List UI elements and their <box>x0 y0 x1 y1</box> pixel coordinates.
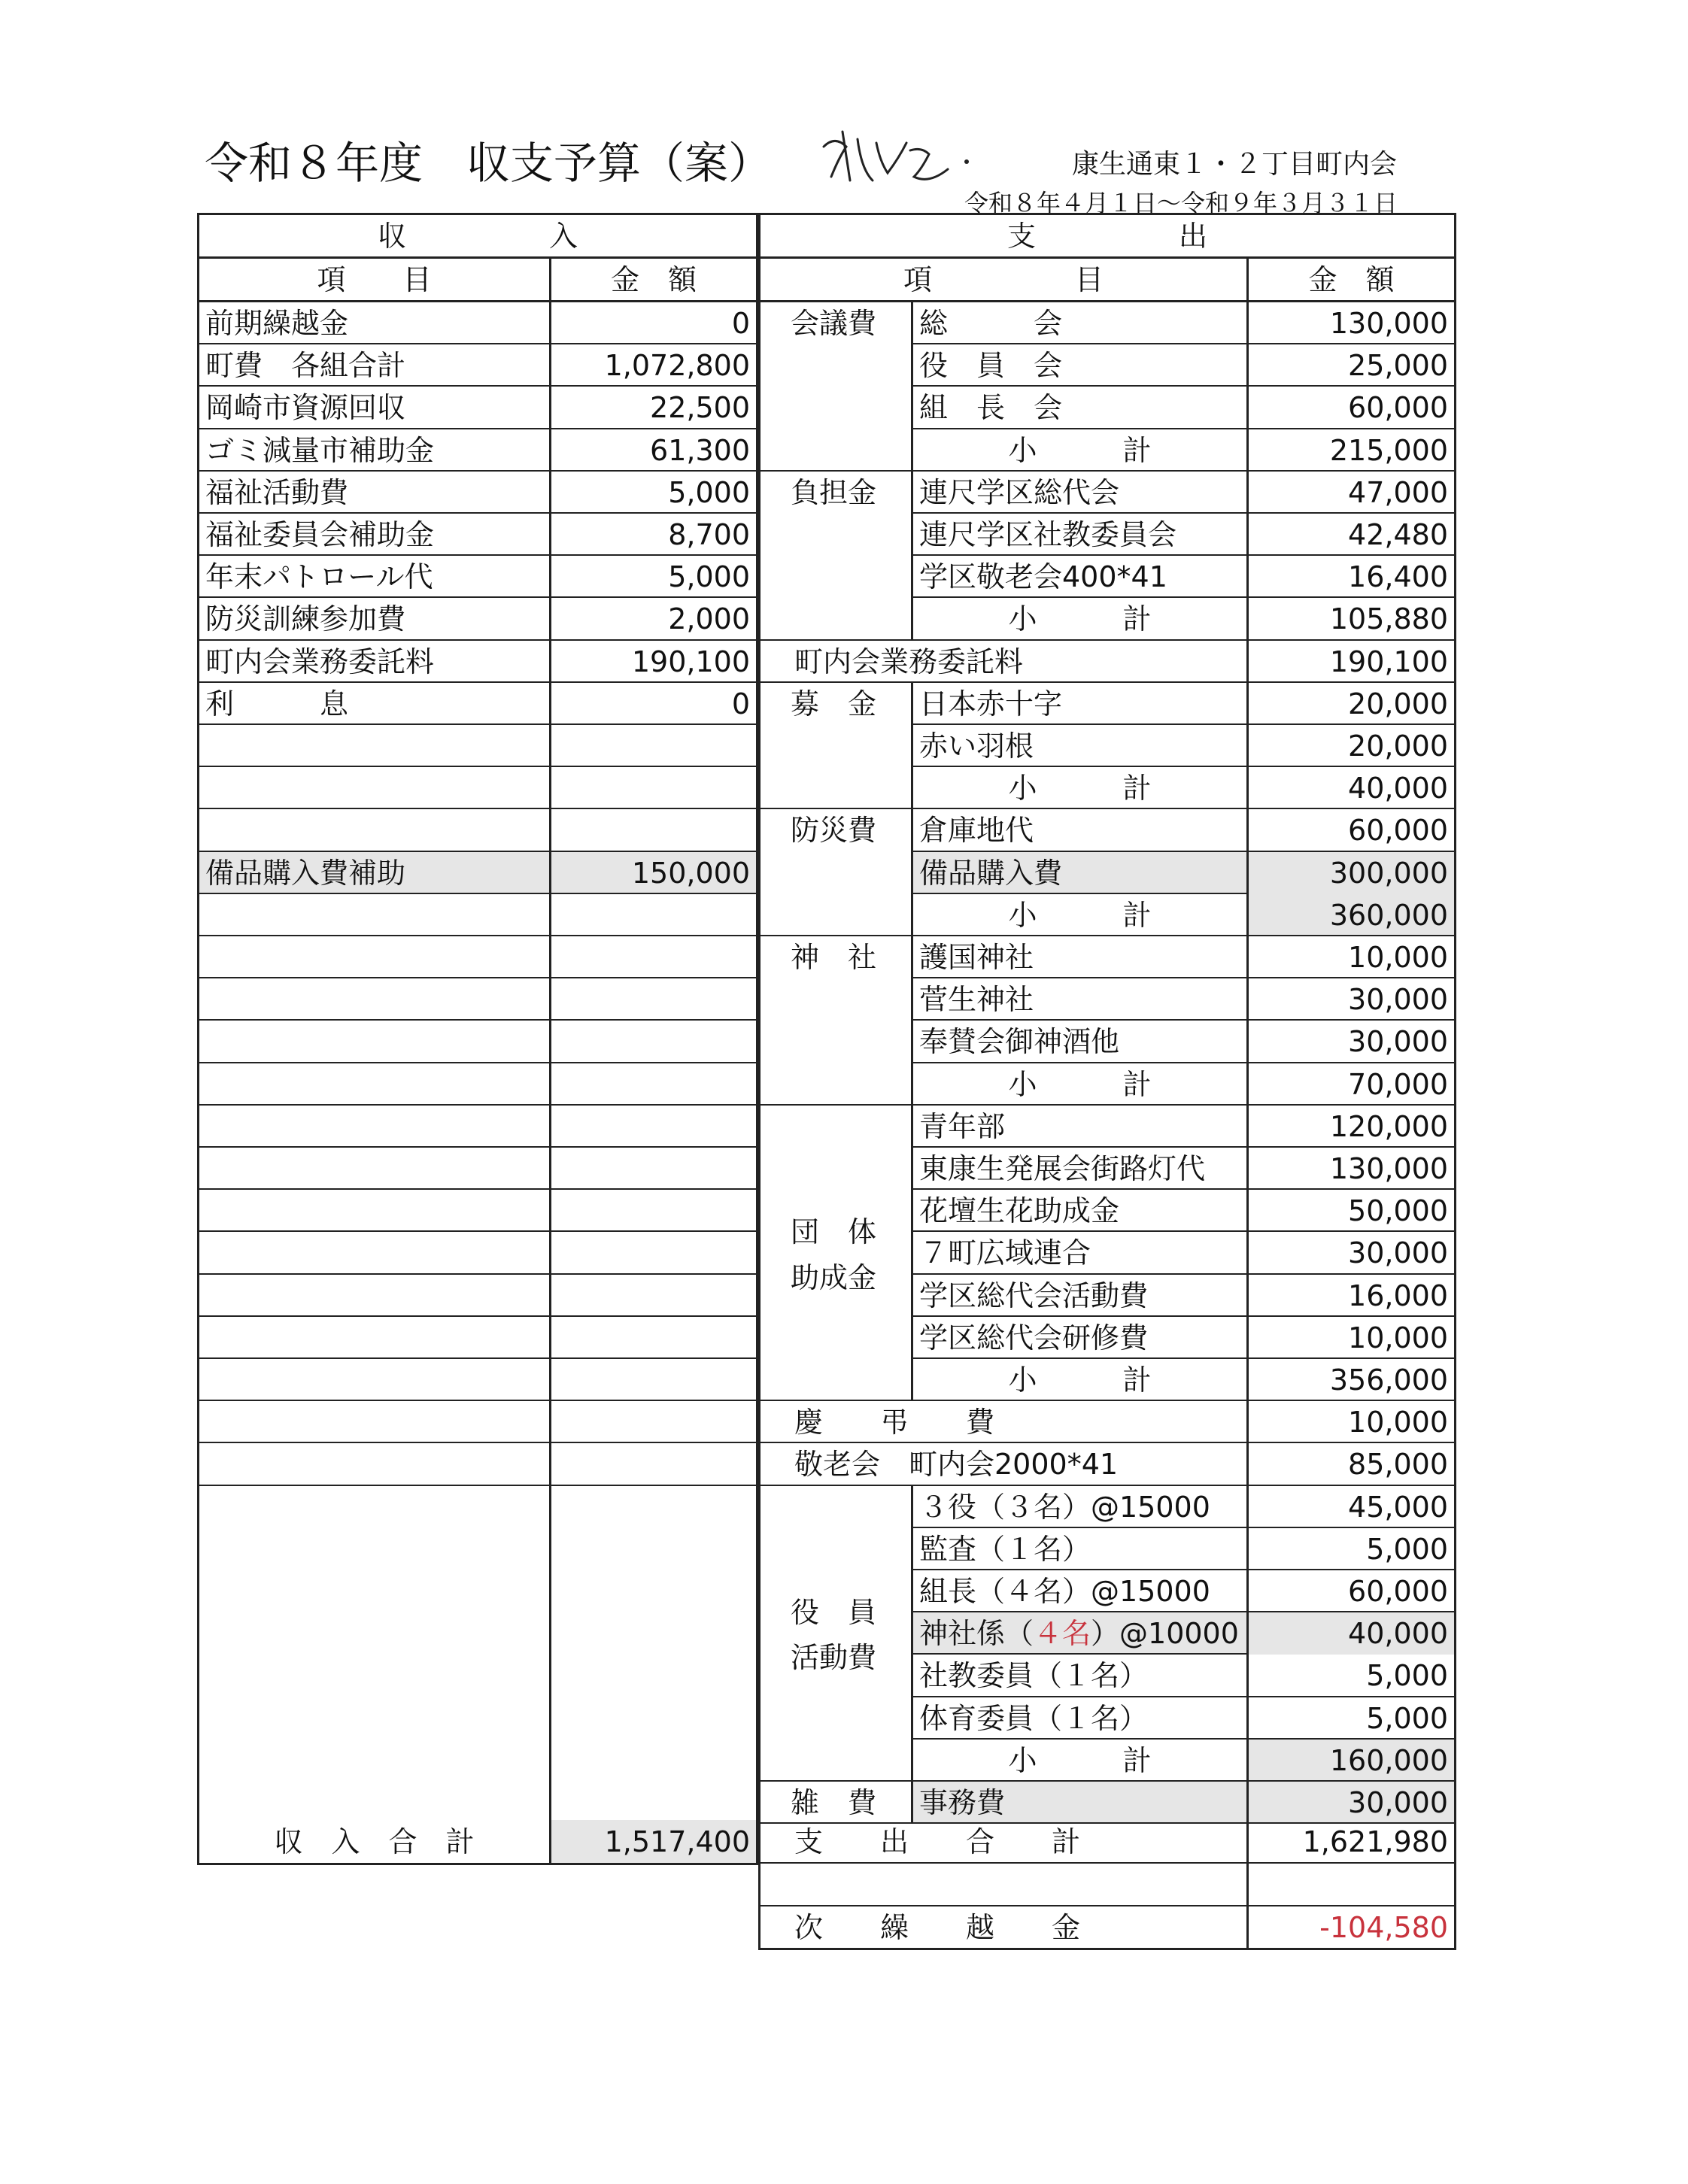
expense-total-label: 支 出 合 計 <box>794 1825 1081 1858</box>
carryover-label: 次 繰 越 金 <box>794 1910 1081 1944</box>
expense-amount: 190,100 <box>1329 645 1448 678</box>
expense-category-label: 助成金 <box>791 1260 877 1294</box>
expense-table <box>758 213 1456 1950</box>
income-amount: 1,072,800 <box>604 349 750 383</box>
income-total-label: 収 入 合 計 <box>274 1825 475 1858</box>
income-item <box>199 809 549 851</box>
category-divider <box>911 1106 913 1401</box>
expense-amount: 5,000 <box>1366 1701 1448 1735</box>
income-amount: 190,100 <box>631 645 750 678</box>
expense-subitem: 奉賛会御神酒他 <box>919 1025 1120 1059</box>
expense-amount: 45,000 <box>1348 1490 1448 1524</box>
expense-total-amount: 1,621,980 <box>1302 1825 1448 1858</box>
page-title: 令和８年度 収支予算（案） <box>205 138 773 189</box>
income-item <box>199 1190 549 1232</box>
expense-subitem: 赤い羽根 <box>919 730 1034 763</box>
income-item <box>199 936 549 978</box>
expense-subtotal-label: 小 計 <box>1008 1067 1152 1101</box>
expense-category-label: 神 社 <box>791 941 877 975</box>
expense-amount: 50,000 <box>1348 1194 1448 1228</box>
income-item <box>199 1401 549 1443</box>
income-amount <box>551 767 756 809</box>
expense-amount: 10,000 <box>1348 1406 1448 1439</box>
income-amount: 61,300 <box>650 433 750 467</box>
expense-subitem: 菅生神社 <box>919 983 1034 1017</box>
expense-category-label: 役 員 <box>791 1596 877 1630</box>
income-item: 福祉委員会補助金 <box>205 518 435 552</box>
expense-subitem: 体育委員（１名） <box>919 1701 1149 1735</box>
expense-item: 敬老会 町内会2000*41 <box>794 1448 1119 1482</box>
expense-subitem: 花壇生花助成金 <box>919 1194 1120 1228</box>
income-item <box>199 1275 549 1317</box>
expense-subitem: 事務費 <box>913 1782 1246 1824</box>
income-item <box>199 725 549 767</box>
expense-amount: 30,000 <box>1348 1236 1448 1270</box>
income-amount: 22,500 <box>650 391 750 425</box>
income-amount: 8,700 <box>668 518 750 552</box>
expense-col-amount: 金 額 <box>1308 262 1395 296</box>
expense-amount: 300,000 <box>1249 852 1454 894</box>
carryover-amount: -104,580 <box>1319 1910 1448 1944</box>
expense-subitem-red-part: ４名 <box>1034 1617 1091 1651</box>
expense-category-label: 団 体 <box>791 1215 877 1249</box>
expense-subtotal-label: 小 計 <box>1008 1743 1152 1777</box>
income-amount <box>551 725 756 767</box>
expense-amount: 160,000 <box>1249 1740 1454 1782</box>
rule-line <box>761 1862 1454 1864</box>
income-amount <box>551 894 756 936</box>
category-divider <box>911 1782 913 1824</box>
expense-amount: 30,000 <box>1348 1025 1448 1059</box>
expense-item: 慶 弔 費 <box>794 1406 995 1439</box>
income-item <box>199 1106 549 1148</box>
income-item: 年末パトロール代 <box>205 560 433 594</box>
expense-amount: 85,000 <box>1348 1448 1448 1482</box>
expense-subtotal-label: 小 計 <box>1008 602 1152 636</box>
expense-amount: 20,000 <box>1348 730 1448 763</box>
rule-line <box>761 1400 1454 1401</box>
expense-amount: 40,000 <box>1249 1612 1454 1655</box>
income-amount <box>551 936 756 978</box>
expense-category-label: 負担金 <box>791 475 877 509</box>
expense-amount: 20,000 <box>1348 687 1448 720</box>
expense-subitem: 組長（４名）@15000 <box>919 1575 1210 1609</box>
expense-amount: 60,000 <box>1348 814 1448 848</box>
category-divider <box>911 683 913 810</box>
income-item <box>199 1317 549 1359</box>
expense-amount: 10,000 <box>1348 941 1448 975</box>
income-amount <box>551 809 756 851</box>
expense-subitem: 倉庫地代 <box>919 814 1034 848</box>
expense-subitem: 連尺学区総代会 <box>919 475 1120 509</box>
expense-amount: 10,000 <box>1348 1321 1448 1354</box>
income-item <box>199 1021 549 1063</box>
expense-subtotal-label: 小 計 <box>1008 898 1152 932</box>
expense-category-label: 会議費 <box>791 307 877 341</box>
expense-col-item: 項 目 <box>903 262 1104 296</box>
expense-subitem: 日本赤十字 <box>919 687 1063 720</box>
expense-subtotal-label: 小 計 <box>1008 433 1152 467</box>
income-table <box>197 213 758 1865</box>
organization-name: 康生通東１・２丁目町内会 <box>1072 149 1398 180</box>
expense-amount: 360,000 <box>1249 894 1454 936</box>
expense-amount: 130,000 <box>1329 1152 1448 1186</box>
rule-line <box>199 1485 756 1486</box>
income-amount <box>551 1106 756 1148</box>
income-amount <box>551 1359 756 1401</box>
expense-subitem: 備品購入費 <box>913 852 1246 894</box>
income-item: ゴミ減量市補助金 <box>205 433 435 467</box>
category-divider <box>911 302 913 472</box>
income-total-amount: 1,517,400 <box>551 1820 756 1863</box>
income-amount <box>551 978 756 1021</box>
expense-amount: 16,400 <box>1348 560 1448 594</box>
income-item: 備品購入費補助 <box>199 852 549 894</box>
expense-subitem: ７町広域連合 <box>919 1236 1091 1270</box>
expense-amount: 105,880 <box>1329 602 1448 636</box>
budget-period: 令和８年４月１日～令和９年３月３１日 <box>964 189 1398 217</box>
expense-amount: 60,000 <box>1348 391 1448 425</box>
income-amount: 5,000 <box>668 560 750 594</box>
income-item <box>199 1148 549 1190</box>
income-amount <box>551 1063 756 1106</box>
expense-subitem <box>913 1612 1246 1655</box>
income-amount: 5,000 <box>668 475 750 509</box>
income-item <box>199 767 549 809</box>
income-item: 前期繰越金 <box>205 307 349 341</box>
income-amount <box>551 1232 756 1274</box>
expense-amount: 130,000 <box>1329 307 1448 341</box>
expense-amount: 16,000 <box>1348 1279 1448 1312</box>
expense-category-label: 防災費 <box>791 814 877 848</box>
expense-amount: 60,000 <box>1348 1575 1448 1609</box>
income-amount: 0 <box>731 307 750 341</box>
expense-subitem: 連尺学区社教委員会 <box>919 518 1177 552</box>
column-divider <box>1246 259 1249 1950</box>
income-amount <box>551 1443 756 1485</box>
expense-subitem: 社教委員（１名） <box>919 1659 1149 1693</box>
expense-subtotal-label: 小 計 <box>1008 772 1152 805</box>
expense-subitem: 学区総代会研修費 <box>919 1321 1149 1354</box>
income-col-item: 項 目 <box>317 262 432 296</box>
expense-amount: 5,000 <box>1366 1532 1448 1566</box>
income-item: 防災訓練参加費 <box>205 602 406 636</box>
income-item: 利 息 <box>205 687 349 720</box>
expense-amount: 70,000 <box>1348 1067 1448 1101</box>
income-amount <box>551 1021 756 1063</box>
expense-subitem-part: 神社係（ <box>919 1617 1034 1651</box>
expense-subitem: 青年部 <box>919 1109 1006 1143</box>
category-divider <box>911 1486 913 1782</box>
income-item: 町内会業務委託料 <box>205 645 435 678</box>
expense-subitem: 役 員 会 <box>919 349 1063 383</box>
expense-category-label: 募 金 <box>791 687 877 720</box>
income-item <box>199 1359 549 1401</box>
expense-amount: 25,000 <box>1348 349 1448 383</box>
category-divider <box>911 472 913 641</box>
expense-amount: 40,000 <box>1348 772 1448 805</box>
expense-subitem-part: ）@10000 <box>1091 1617 1239 1651</box>
expense-amount: 215,000 <box>1329 433 1448 467</box>
expense-amount: 5,000 <box>1366 1659 1448 1693</box>
income-amount <box>551 1148 756 1190</box>
expense-item: 町内会業務委託料 <box>794 645 1024 678</box>
income-amount: 150,000 <box>551 852 756 894</box>
expense-amount: 42,480 <box>1348 518 1448 552</box>
income-amount: 2,000 <box>668 602 750 636</box>
expense-category-label: 雑 費 <box>791 1786 877 1820</box>
income-item <box>199 1443 549 1485</box>
income-section-header: 収 入 <box>377 219 578 253</box>
expense-amount: 356,000 <box>1329 1363 1448 1397</box>
income-item: 福祉活動費 <box>205 475 349 509</box>
expense-subitem: 学区敬老会400*41 <box>919 560 1167 594</box>
expense-amount: 120,000 <box>1329 1109 1448 1143</box>
expense-category-label: 活動費 <box>791 1641 877 1675</box>
expense-amount: 47,000 <box>1348 475 1448 509</box>
category-divider <box>911 936 913 1106</box>
expense-section-header: 支 出 <box>1006 219 1207 253</box>
rule-line <box>761 639 1454 641</box>
income-col-amount: 金 額 <box>610 262 697 296</box>
expense-subitem: 護国神社 <box>919 941 1034 975</box>
expense-amount: 30,000 <box>1249 1782 1454 1824</box>
expense-subitem: ３役（３名）@15000 <box>919 1490 1210 1524</box>
expense-amount: 30,000 <box>1348 983 1448 1017</box>
expense-subtotal-label: 小 計 <box>1008 1363 1152 1397</box>
income-item: 町費 各組合計 <box>205 349 406 383</box>
expense-subitem: 総 会 <box>919 307 1063 341</box>
income-amount <box>551 1401 756 1443</box>
income-item: 岡崎市資源回収 <box>205 391 406 425</box>
expense-subitem: 東康生発展会街路灯代 <box>919 1152 1206 1186</box>
expense-subitem: 監査（１名） <box>919 1532 1091 1566</box>
expense-subitem: 学区総代会活動費 <box>919 1279 1149 1312</box>
income-item <box>199 894 549 936</box>
rule-line <box>761 1104 1454 1106</box>
category-divider <box>911 809 913 936</box>
income-amount <box>551 1190 756 1232</box>
expense-subitem: 組 長 会 <box>919 391 1063 425</box>
income-amount <box>551 1275 756 1317</box>
income-item <box>199 1063 549 1106</box>
column-divider <box>549 259 551 1865</box>
handwritten-signature <box>816 124 989 195</box>
income-amount <box>551 1317 756 1359</box>
income-item <box>199 978 549 1021</box>
income-amount: 0 <box>731 687 750 720</box>
income-item <box>199 1232 549 1274</box>
